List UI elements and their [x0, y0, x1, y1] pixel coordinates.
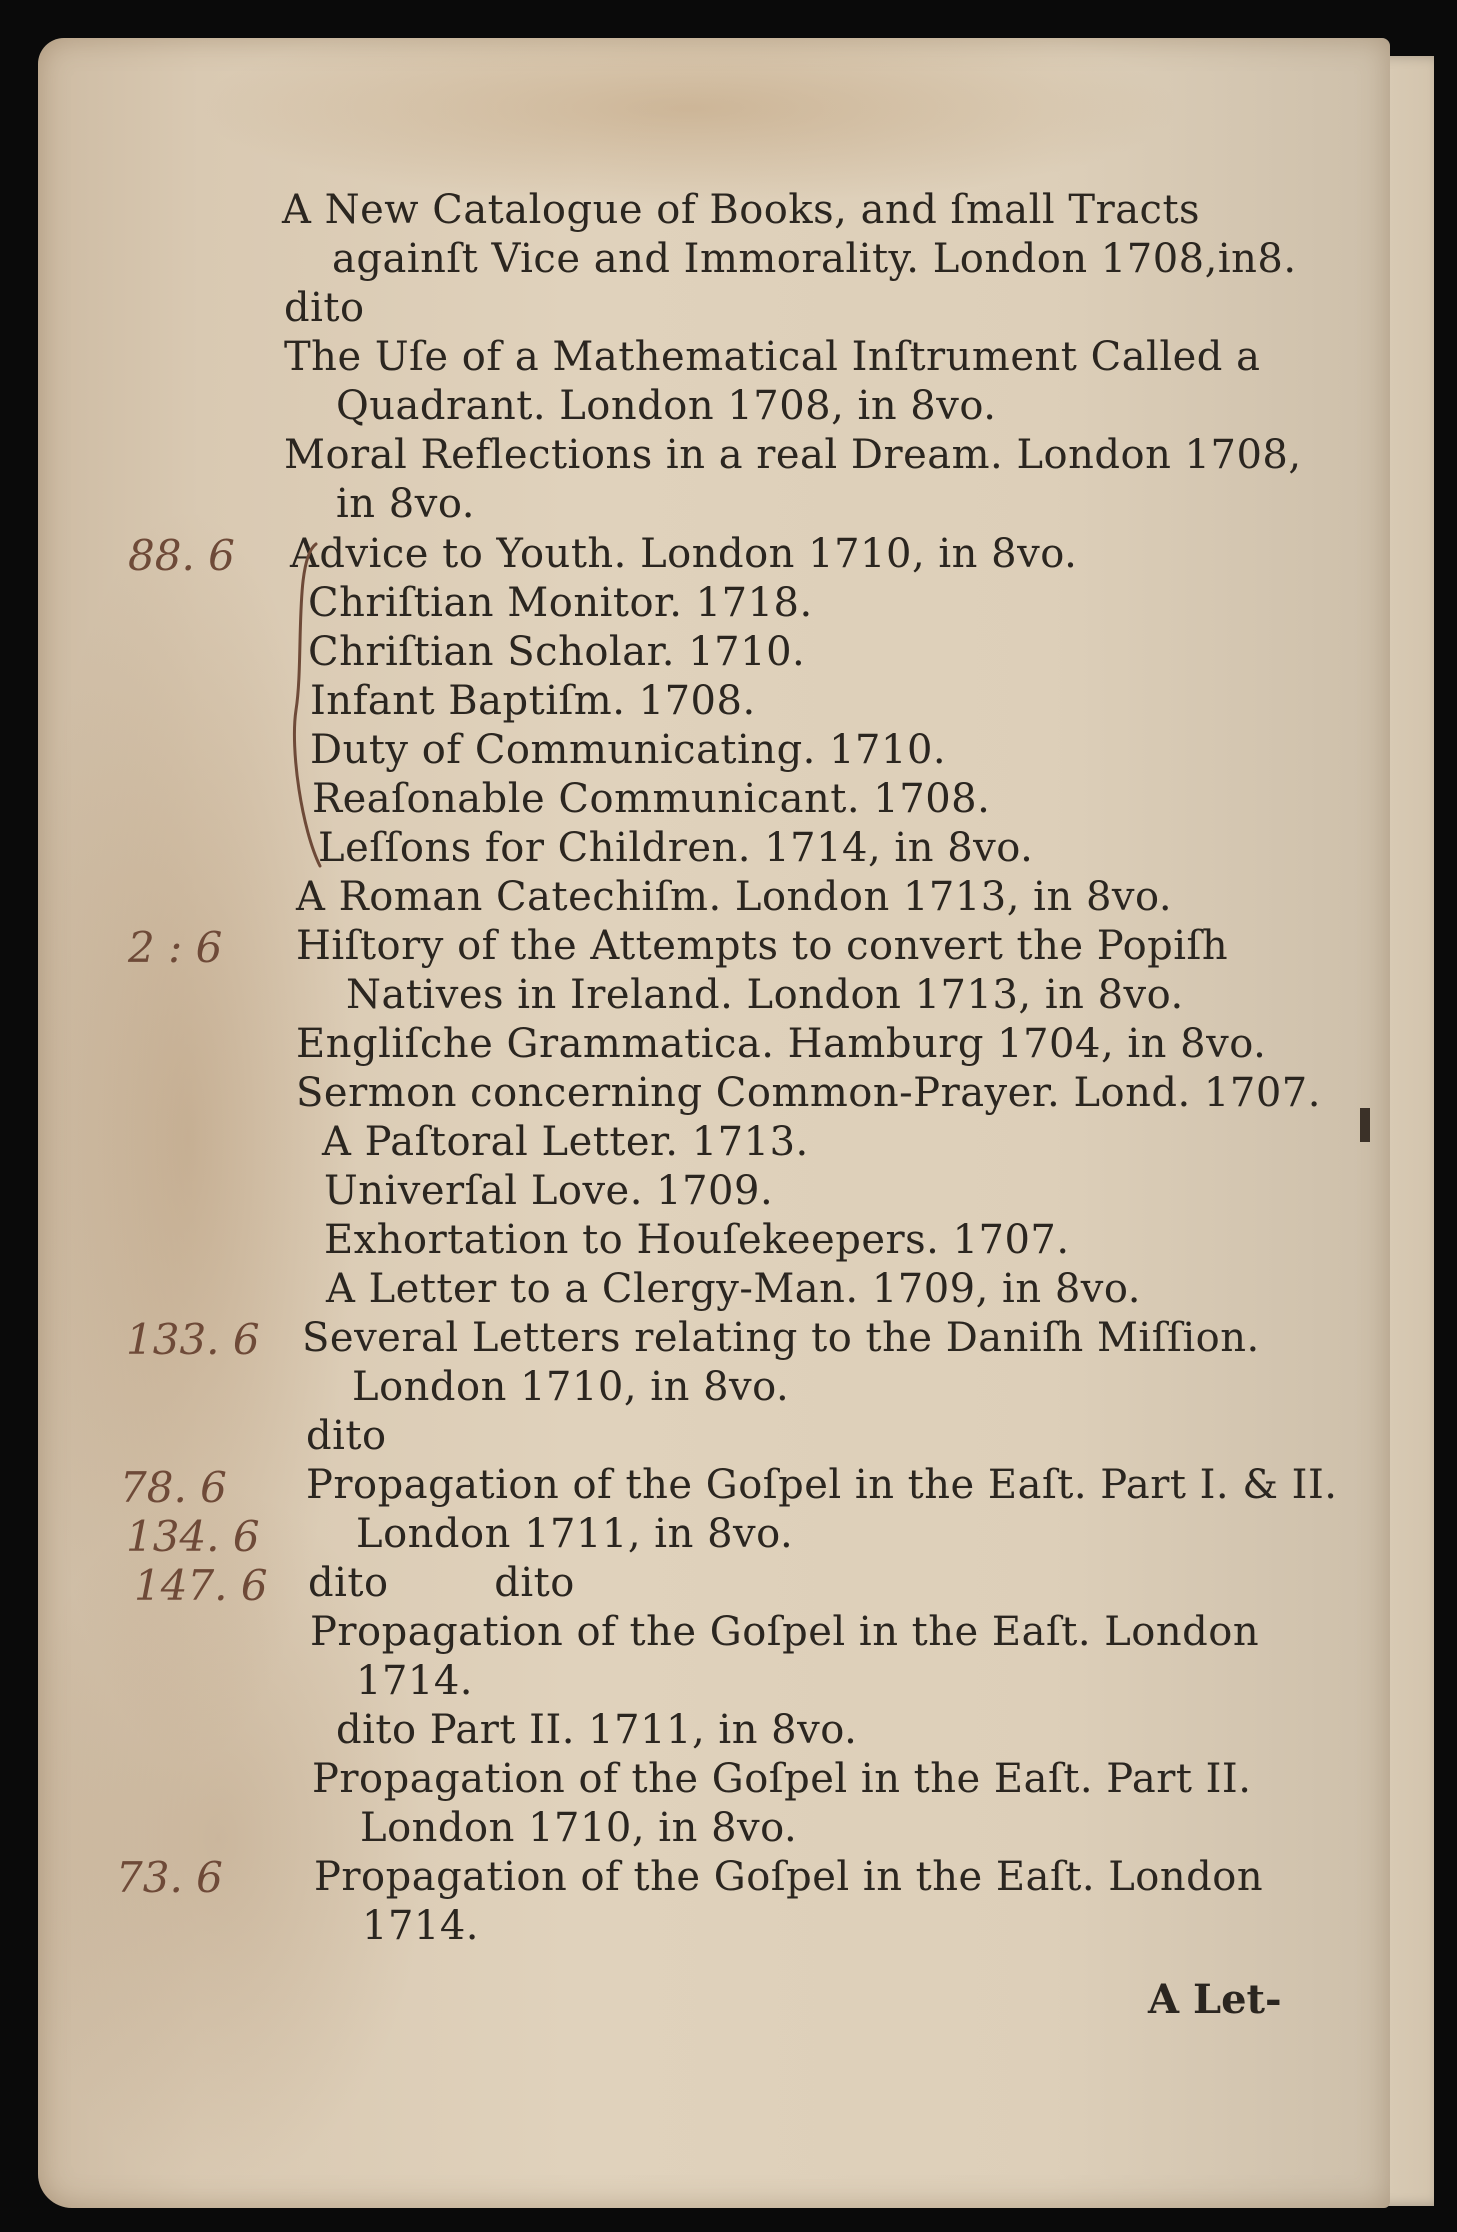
margin-note: 134. 6 — [126, 1512, 260, 1561]
catalogue-entry: A Roman Catechiſm. London 1713, in 8vo. — [296, 874, 1173, 920]
catalogue-entry: 1714. — [356, 1658, 474, 1704]
catalogue-entry: A Paſtoral Letter. 1713. — [322, 1119, 809, 1165]
catalogue-entry: Exhortation to Houſekeepers. 1707. — [324, 1217, 1070, 1263]
catalogue-entry: in 8vo. — [336, 481, 475, 527]
margin-note: 147. 6 — [134, 1561, 268, 1610]
margin-note: 73. 6 — [116, 1853, 223, 1902]
catalogue-entry: Natives in Ireland. London 1713, in 8vo. — [346, 972, 1184, 1018]
catalogue-entry: London 1710, in 8vo. — [360, 1805, 798, 1851]
catalogue-entry: Sermon concerning Common-Prayer. Lond. 1707. — [296, 1070, 1321, 1116]
catalogue-entry: dito — [284, 285, 365, 331]
catalogue-entry: Leſſons for Children. 1714, in 8vo. — [318, 825, 1034, 871]
catalogue-entry: Propagation of the Goſpel in the Eaſt. Part I. & II. — [306, 1462, 1338, 1508]
catalogue-entry: dito — [306, 1413, 387, 1459]
catalogue-entry: Propagation of the Goſpel in the Eaſt. London — [314, 1854, 1264, 1900]
catchword: A Let- — [1148, 1976, 1282, 2023]
catalogue-entry: A Letter to a Clergy-Man. 1709, in 8vo. — [326, 1266, 1141, 1312]
handwritten-brace — [286, 540, 324, 870]
catalogue-entry: The Uſe of a Mathematical Inſtrument Called a — [284, 334, 1261, 380]
catalogue-entry: Reaſonable Communicant. 1708. — [312, 776, 991, 822]
catalogue-entry: Quadrant. London 1708, in 8vo. — [336, 383, 997, 429]
page-edge-mark — [1360, 1108, 1370, 1142]
catalogue-entry: againſt Vice and Immorality. London 1708,in8. — [332, 236, 1297, 282]
catalogue-entry: London 1711, in 8vo. — [356, 1511, 794, 1557]
margin-note: 133. 6 — [126, 1315, 260, 1364]
catalogue-entry: Advice to Youth. London 1710, in 8vo. — [290, 531, 1078, 577]
catalogue-entry: Propagation of the Goſpel in the Eaſt. London — [310, 1609, 1260, 1655]
catalogue-entry: Several Letters relating to the Daniſh Miſſion. — [302, 1315, 1260, 1361]
catalogue-entry: Univerſal Love. 1709. — [324, 1168, 774, 1214]
catalogue-entry: 1714. — [362, 1903, 480, 1949]
catalogue-entry: London 1710, in 8vo. — [352, 1364, 790, 1410]
catalogue-entry: Duty of Communicating. 1710. — [310, 727, 947, 773]
catalogue-entry: Moral Reflections in a real Dream. London 1708, — [284, 432, 1302, 478]
margin-note: 2 : 6 — [128, 923, 223, 972]
catalogue-entry: dito dito — [308, 1560, 575, 1606]
catalogue-entry: Chriſtian Monitor. 1718. — [308, 580, 813, 626]
margin-note: 88. 6 — [128, 531, 235, 580]
margin-note: 78. 6 — [120, 1463, 227, 1512]
catalogue-entry: dito Part II. 1711, in 8vo. — [336, 1707, 858, 1753]
catalogue-entry: Propagation of the Goſpel in the Eaſt. Part II. — [312, 1756, 1252, 1802]
catalogue-page — [38, 38, 1390, 2208]
catalogue-entry: Engliſche Grammatica. Hamburg 1704, in 8vo. — [296, 1021, 1267, 1067]
book-catalogue-list — [38, 38, 1390, 2208]
catalogue-entry: Infant Baptiſm. 1708. — [310, 678, 756, 724]
catalogue-entry: Chriſtian Scholar. 1710. — [308, 629, 806, 675]
catalogue-entry: A New Catalogue of Books, and ſmall Tracts — [282, 187, 1201, 233]
catalogue-entry: Hiſtory of the Attempts to convert the Popiſh — [296, 923, 1229, 969]
